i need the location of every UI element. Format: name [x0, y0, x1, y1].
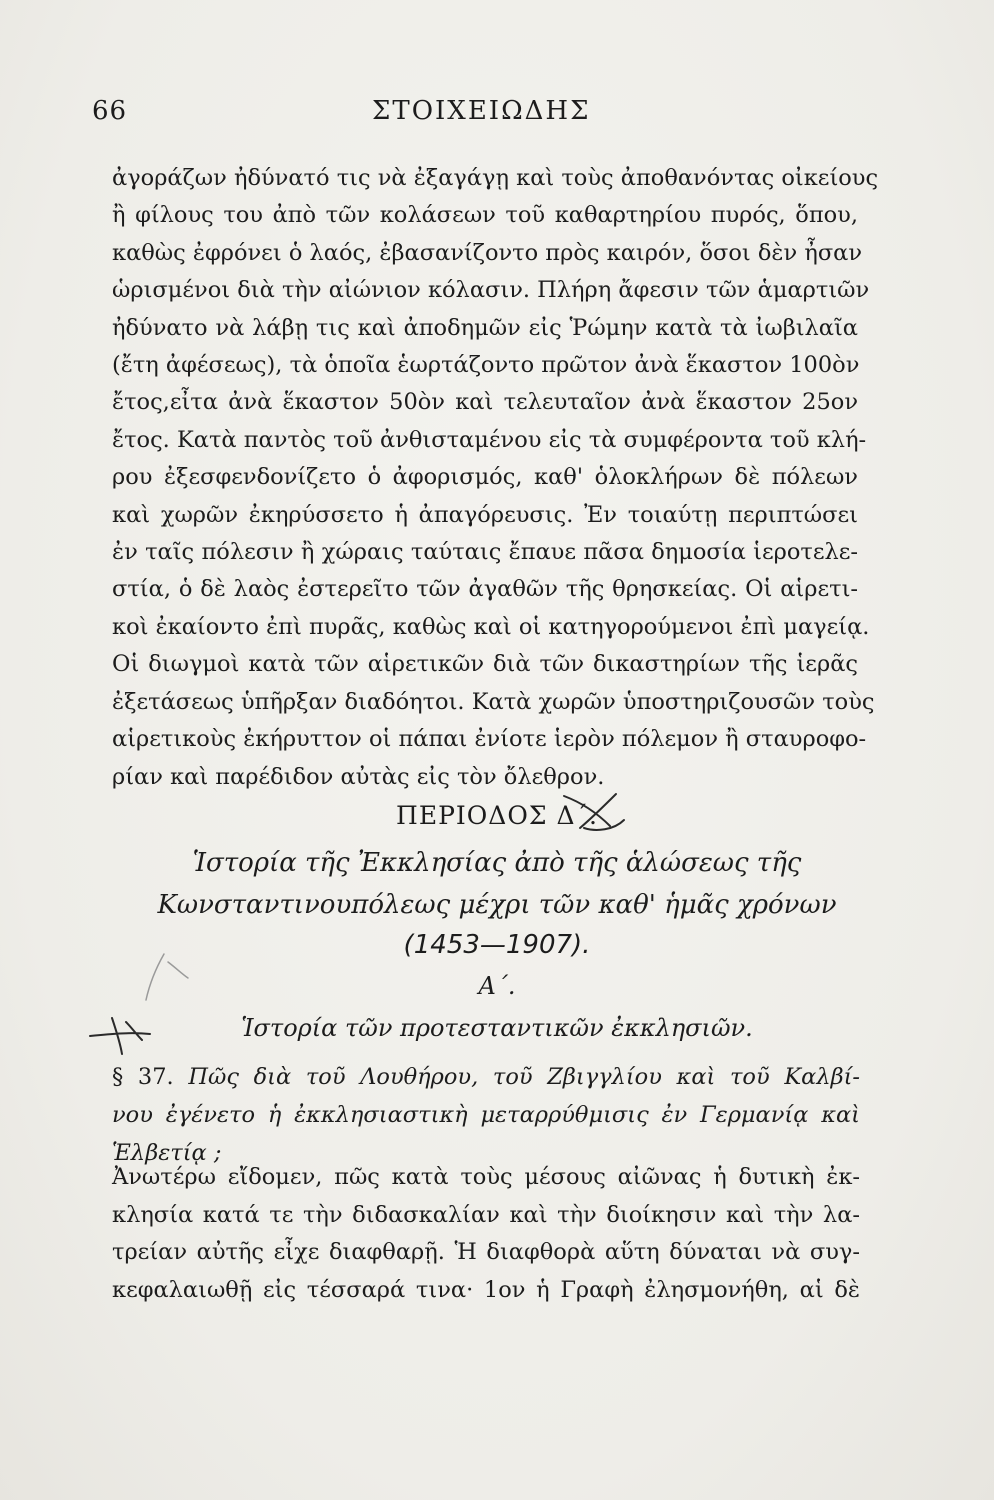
- text-line: κεφαλαιωθῇ εἰς τέσσαρά τινα· 1ον ἡ Γραφὴ ἐλησμονήθη, αἱ δὲ: [112, 1276, 860, 1303]
- section-37-title: [112, 1058, 860, 1172]
- text-line: τρείαν αὐτῆς εἶχε διαφθαρῇ. Ἡ διαφθορὰ αὕτη δύναται νὰ συγ-: [112, 1239, 860, 1266]
- running-head: ΣΤΟΙΧΕΙΩΔΗΣ: [372, 96, 591, 126]
- text-line: ρου ἐξεσφενδονίζετο ὁ ἀφορισμός, καθ' ὁλοκλήρων δὲ πόλεων: [112, 464, 858, 491]
- period-title-line-1: Ἱστορία τῆς Ἐκκλησίας ἀπὸ τῆς ἁλώσεως τῆς: [192, 848, 802, 878]
- text-line: κλησία κατά τε τὴν διδασκαλίαν καὶ τὴν διοίκησιν καὶ τὴν λα-: [112, 1201, 860, 1228]
- text-line: ρίαν καὶ παρέδιδον αὐτὰς εἰς τὸν ὄλεθρον.: [112, 763, 605, 790]
- paragraph-reformation: [112, 1159, 860, 1309]
- text-line: ἠδύνατο νὰ λάβῃ τις καὶ ἀποδημῶν εἰς Ῥώμην κατὰ τὰ ἰωβιλαῖα: [112, 314, 858, 341]
- text-line: ἐξετάσεως ὑπῆρξαν διαδόητοι. Κατὰ χωρῶν ὑποστηριζουσῶν τοὺς: [112, 688, 875, 715]
- section-title-line: § 37. Πῶς διὰ τοῦ Λουθήρου, τοῦ Ζβιγγλίου καὶ τοῦ Καλβί-: [112, 1064, 861, 1090]
- text-line: (ἔτη ἀφέσεως), τὰ ὁποῖα ἑωρτάζοντο πρῶτον ἀνὰ ἕκαστον 100ὸν: [112, 352, 860, 379]
- period-title-line-2: Κωνσταντινουπόλεως μέχρι τῶν καθ' ἡμᾶς χρόνων: [157, 890, 837, 920]
- section-title-line: Ἑλβετίᾳ ;: [112, 1140, 222, 1166]
- page-header: [92, 96, 912, 136]
- text-line: στία, ὁ δὲ λαὸς ἐστερεῖτο τῶν ἀγαθῶν τῆς θρησκείας. Οἱ αἱρετι-: [112, 576, 858, 603]
- period-heading: ΠΕΡΙΟΔΟΣ Δ΄.: [396, 801, 598, 830]
- subsection-title: Ἱστορία τῶν προτεσταντικῶν ἐκκλησιῶν.: [241, 1014, 753, 1042]
- section-title-line: νου ἐγένετο ἡ ἐκκλησιαστικὴ μεταρρύθμισις ἐν Γερμανίᾳ καὶ: [112, 1102, 860, 1128]
- period-dates: (1453—1907).: [403, 930, 591, 960]
- text-line: ἔτος,εἶτα ἀνὰ ἕκαστον 50ὸν καὶ τελευταῖον ἀνὰ ἕκαστον 25ον: [112, 389, 858, 416]
- subsection-letter: Α΄.: [478, 972, 516, 1000]
- section-number: § 37.: [112, 1064, 174, 1090]
- text-line: ὡρισμένοι διὰ τὴν αἰώνιον κόλασιν. Πλήρη ἄφεσιν τῶν ἁμαρτιῶν: [112, 277, 870, 304]
- handwritten-scribble-icon: [560, 788, 630, 834]
- text-line: καὶ χωρῶν ἐκηρύσσετο ἡ ἀπαγόρευσις. Ἐν τοιαύτῃ περιπτώσει: [112, 501, 858, 528]
- text-line: κοὶ ἐκαίοντο ἐπὶ πυρᾶς, καθὼς καὶ οἱ κατηγορούμενοι ἐπὶ μαγείᾳ.: [112, 613, 870, 640]
- text-line: Ἀνωτέρω εἴδομεν, πῶς κατὰ τοὺς μέσους αἰῶνας ἡ δυτικὴ ἐκ-: [112, 1164, 860, 1190]
- text-line: ἀγοράζων ἠδύνατό τις νὰ ἐξαγάγῃ καὶ τοὺς ἀποθανόντας οἰκείους: [112, 165, 879, 191]
- text-line: ἐν ταῖς πόλεσιν ἢ χώραις ταύταις ἔπαυε πᾶσα δημοσία ἱεροτελε-: [112, 539, 858, 566]
- text-line: αἱρετικοὺς ἐκήρυττον οἱ πάπαι ἐνίοτε ἱερὸν πόλεμον ἢ σταυροφο-: [112, 726, 867, 753]
- text-line: ἢ φίλους του ἀπὸ τῶν κολάσεων τοῦ καθαρτηρίου πυρός, ὅπου,: [112, 202, 858, 229]
- text-line: Οἱ διωγμοὶ κατὰ τῶν αἱρετικῶν διὰ τῶν δικαστηρίων τῆς ἱερᾶς: [112, 651, 858, 678]
- paragraph-indulgences: [112, 160, 879, 796]
- text-line: ἔτος. Κατὰ παντὸς τοῦ ἀνθισταμένου εἰς τὰ συμφέροντα τοῦ κλή-: [112, 426, 867, 453]
- text-line: καθὼς ἐφρόνει ὁ λαός, ἐβασανίζοντο πρὸς καιρόν, ὅσοι δὲν ἦσαν: [112, 239, 863, 266]
- page-number: 66: [92, 96, 128, 126]
